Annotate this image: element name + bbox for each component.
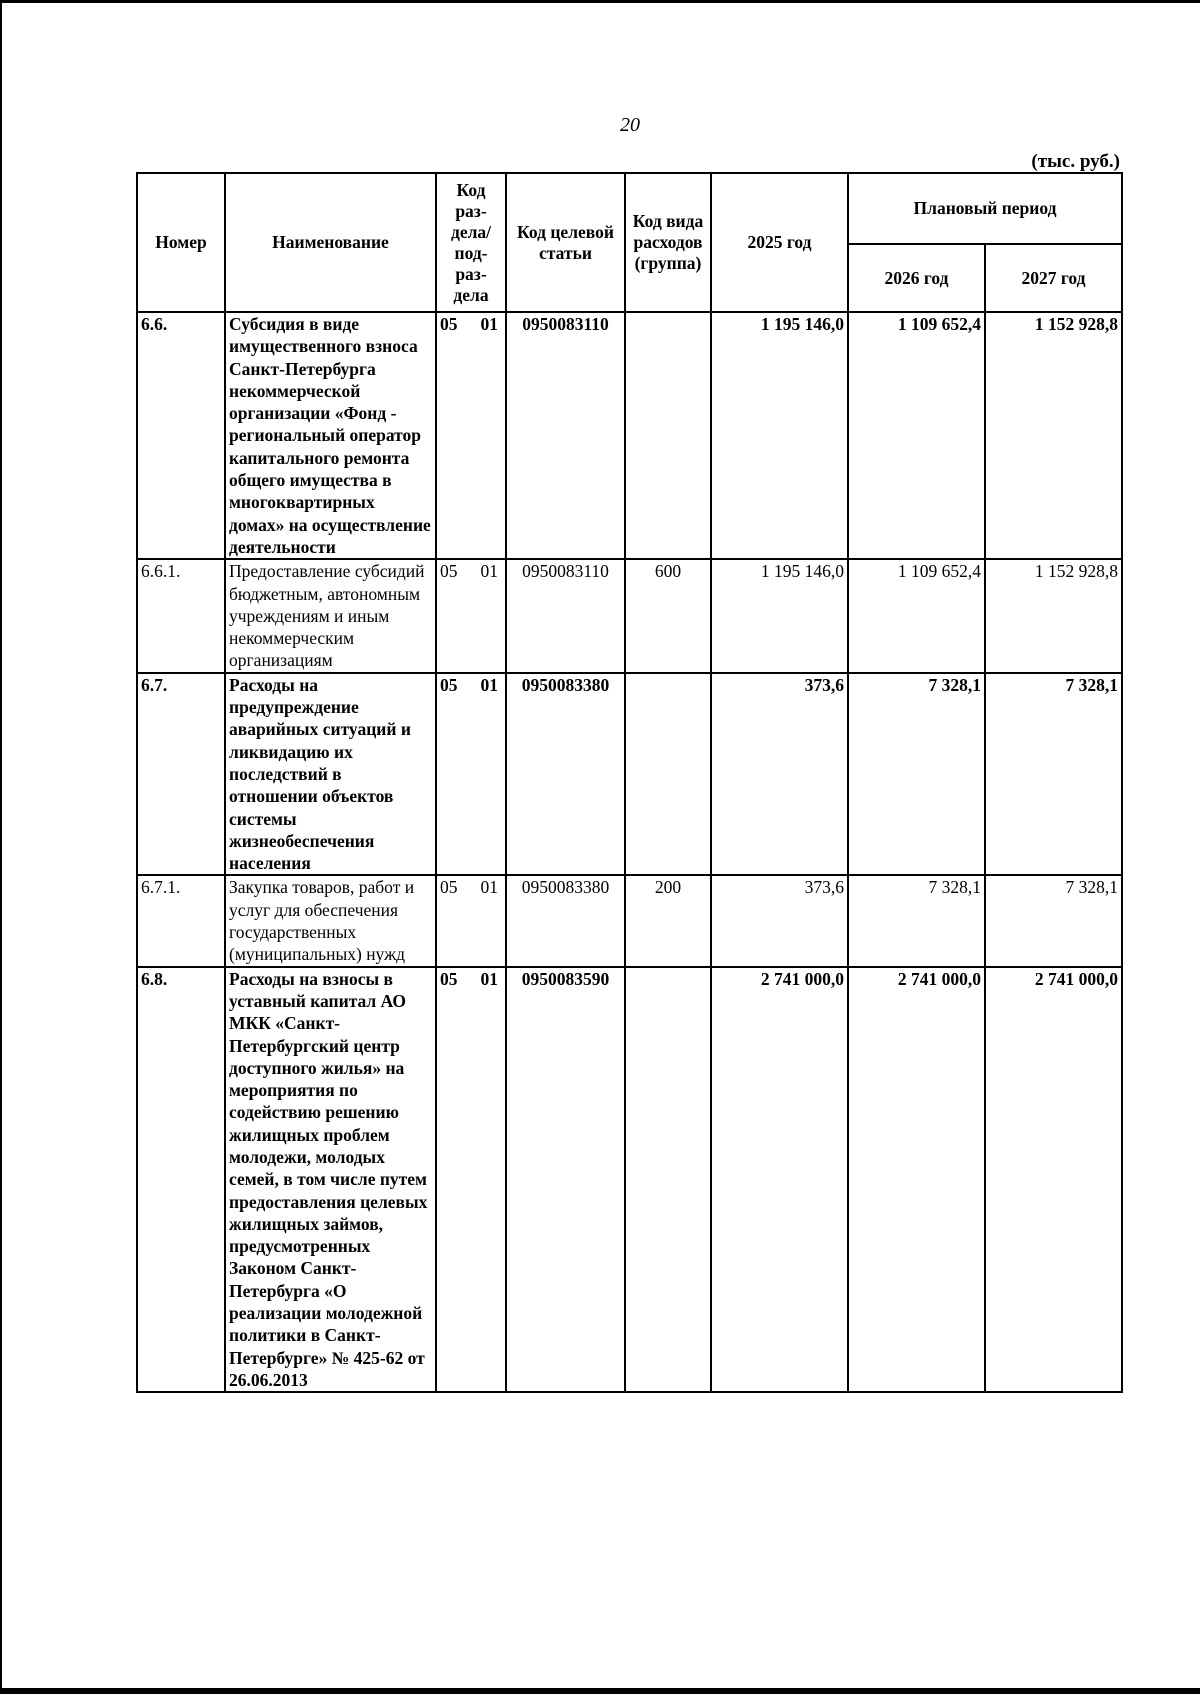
row-name: Закупка товаров, работ и услуг для обеспечения государственных (муниципальных) нужд bbox=[225, 875, 436, 966]
row-section-code bbox=[436, 967, 506, 1393]
row-expense-code: 600 bbox=[625, 559, 711, 672]
row-expense-code bbox=[625, 312, 711, 559]
section-code: 05 bbox=[440, 561, 458, 582]
header-section: Код раз-дела/ под-раз-дела bbox=[436, 173, 506, 312]
row-2027-value: 7 328,1 bbox=[985, 673, 1122, 876]
row-2027-value: 7 328,1 bbox=[985, 875, 1122, 966]
table-row bbox=[137, 967, 1122, 1393]
row-name: Субсидия в виде имущественного взноса Санкт-Петербурга некоммерческой организации «Фонд - региональный оператор капитального ремонта общего имущества в многоквартирных домах» на осуществление деятельности bbox=[225, 312, 436, 559]
row-number: 6.8. bbox=[137, 967, 225, 1393]
header-expense: Код вида расходов (группа) bbox=[625, 173, 711, 312]
row-2026-value: 1 109 652,4 bbox=[848, 559, 985, 672]
row-number: 6.7.1. bbox=[137, 875, 225, 966]
row-2026-value: 7 328,1 bbox=[848, 875, 985, 966]
header-planned: Плановый период bbox=[848, 173, 1122, 244]
header-target: Код целевой статьи bbox=[506, 173, 625, 312]
subsection-code: 01 bbox=[480, 968, 498, 989]
section-code: 05 bbox=[440, 674, 458, 695]
row-expense-code: 200 bbox=[625, 875, 711, 966]
row-2027-value: 1 152 928,8 bbox=[985, 559, 1122, 672]
row-2025-value: 2 741 000,0 bbox=[711, 967, 848, 1393]
section-code: 05 bbox=[440, 877, 458, 898]
row-name: Предоставление субсидий бюджетным, автономным учреждениям и иным некоммерческим организациям bbox=[225, 559, 436, 672]
row-target-code: 0950083380 bbox=[506, 673, 625, 876]
row-2027-value: 1 152 928,8 bbox=[985, 312, 1122, 559]
subsection-code: 01 bbox=[480, 314, 498, 334]
header-row-1 bbox=[137, 173, 1122, 244]
page-frame-top bbox=[0, 0, 1200, 3]
header-2026: 2026 год bbox=[848, 244, 985, 312]
units-label: (тыс. руб.) bbox=[1031, 151, 1120, 172]
row-section-code bbox=[436, 312, 506, 559]
page-frame-bottom bbox=[0, 1688, 1200, 1694]
header-name: Наименование bbox=[225, 173, 436, 312]
table-row bbox=[137, 559, 1122, 672]
subsection-code: 01 bbox=[480, 674, 498, 695]
page-frame-left bbox=[0, 0, 2, 1694]
row-target-code: 0950083380 bbox=[506, 875, 625, 966]
row-number: 6.6.1. bbox=[137, 559, 225, 672]
row-target-code: 0950083590 bbox=[506, 967, 625, 1393]
row-2025-value: 373,6 bbox=[711, 875, 848, 966]
section-code: 05 bbox=[440, 968, 458, 989]
budget-table bbox=[136, 172, 1123, 1393]
row-2025-value: 1 195 146,0 bbox=[711, 312, 848, 559]
row-name: Расходы на предупреждение аварийных ситуаций и ликвидацию их последствий в отношении объектов системы жизнеобеспечения населения bbox=[225, 673, 436, 876]
row-number: 6.6. bbox=[137, 312, 225, 559]
row-2025-value: 1 195 146,0 bbox=[711, 559, 848, 672]
row-target-code: 0950083110 bbox=[506, 312, 625, 559]
section-code: 05 bbox=[440, 314, 458, 334]
row-target-code: 0950083110 bbox=[506, 559, 625, 672]
row-name: Расходы на взносы в уставный капитал АО МКК «Санкт-Петербургский центр доступного жилья» на мероприятия по содействию решению жилищных проблем молодежи, молодых семей, в том числе путем предоставления целевых жилищных займов, предусмотренных Законом Санкт-Петербурга «О реализации молодежной политики в Санкт-Петербурге» № 425-62 от 26.06.2013 bbox=[225, 967, 436, 1393]
row-number: 6.7. bbox=[137, 673, 225, 876]
header-2025: 2025 год bbox=[711, 173, 848, 312]
table-row bbox=[137, 875, 1122, 966]
row-2026-value: 2 741 000,0 bbox=[848, 967, 985, 1393]
row-section-code bbox=[436, 559, 506, 672]
table-row bbox=[137, 312, 1122, 559]
row-expense-code bbox=[625, 673, 711, 876]
row-2026-value: 7 328,1 bbox=[848, 673, 985, 876]
page-number: 20 bbox=[620, 114, 640, 136]
row-2026-value: 1 109 652,4 bbox=[848, 312, 985, 559]
row-section-code bbox=[436, 673, 506, 876]
row-2025-value: 373,6 bbox=[711, 673, 848, 876]
row-section-code bbox=[436, 875, 506, 966]
subsection-code: 01 bbox=[480, 877, 498, 898]
header-number: Номер bbox=[137, 173, 225, 312]
subsection-code: 01 bbox=[480, 561, 498, 582]
table-row bbox=[137, 673, 1122, 876]
row-2027-value: 2 741 000,0 bbox=[985, 967, 1122, 1393]
row-expense-code bbox=[625, 967, 711, 1393]
header-2027: 2027 год bbox=[985, 244, 1122, 312]
